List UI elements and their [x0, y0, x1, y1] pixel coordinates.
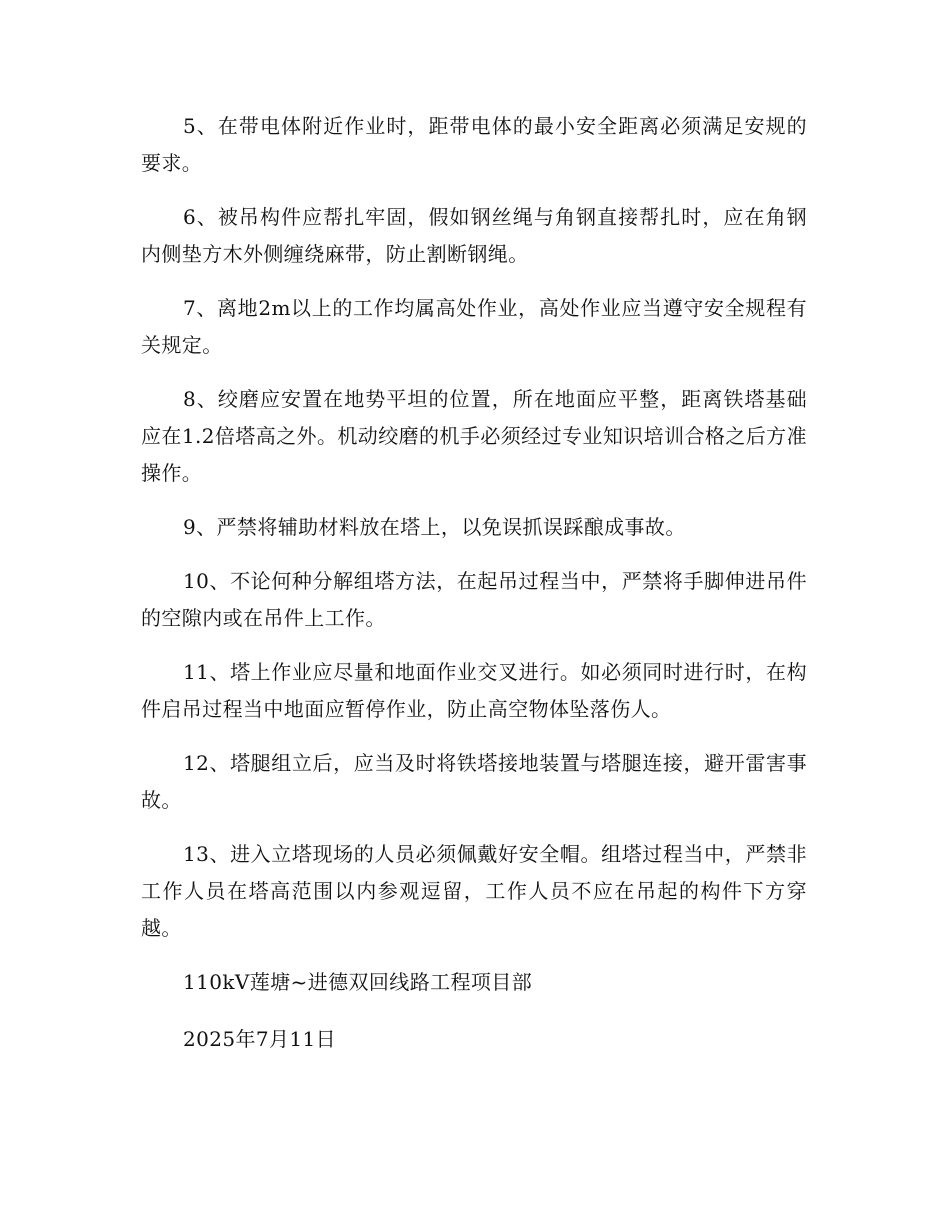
paragraph-item-5: 5、在带电体附近作业时，距带电体的最小安全距离必须满足安规的要求。 — [141, 114, 807, 175]
paragraph-item-13: 13、进入立塔现场的人员必须佩戴好安全帽。组塔过程当中，严禁非工作人员在塔高范围以内参观逗留，工作人员不应在吊起的构件下方穿越。 — [141, 842, 807, 940]
signature-date: 2025年7月11日 — [183, 1027, 337, 1051]
paragraph-item-11: 11、塔上作业应尽量和地面作业交叉进行。如必须同时进行时，在构件启吊过程当中地面应暂停作业，防止高空物体坠落伤人。 — [141, 660, 807, 721]
paragraph-item-8: 8、绞磨应安置在地势平坦的位置，所在地面应平整，距离铁塔基础应在1.2倍塔高之外。机动绞磨的机手必须经过专业知识培训合格之后方准操作。 — [141, 387, 807, 485]
paragraph-item-7: 7、离地2m以上的工作均属高处作业，高处作业应当遵守安全规程有关规定。 — [141, 296, 807, 357]
paragraph-item-6: 6、被吊构件应帮扎牢固，假如钢丝绳与角钢直接帮扎时，应在角钢内侧垫方木外侧缠绕麻带，防止割断钢绳。 — [141, 205, 807, 266]
document-page — [141, 108, 807, 1078]
signature-organization: 110kV莲塘~进德双回线路工程项目部 — [183, 970, 533, 994]
paragraph-item-12: 12、塔腿组立后，应当及时将铁塔接地装置与塔腿连接，避开雷害事故。 — [141, 751, 807, 812]
paragraph-item-10: 10、不论何种分解组塔方法，在起吊过程当中，严禁将手脚伸进吊件的空隙内或在吊件上工作。 — [141, 569, 807, 630]
paragraph-item-9: 9、严禁将辅助材料放在塔上，以免误抓误踩酿成事故。 — [183, 515, 686, 539]
